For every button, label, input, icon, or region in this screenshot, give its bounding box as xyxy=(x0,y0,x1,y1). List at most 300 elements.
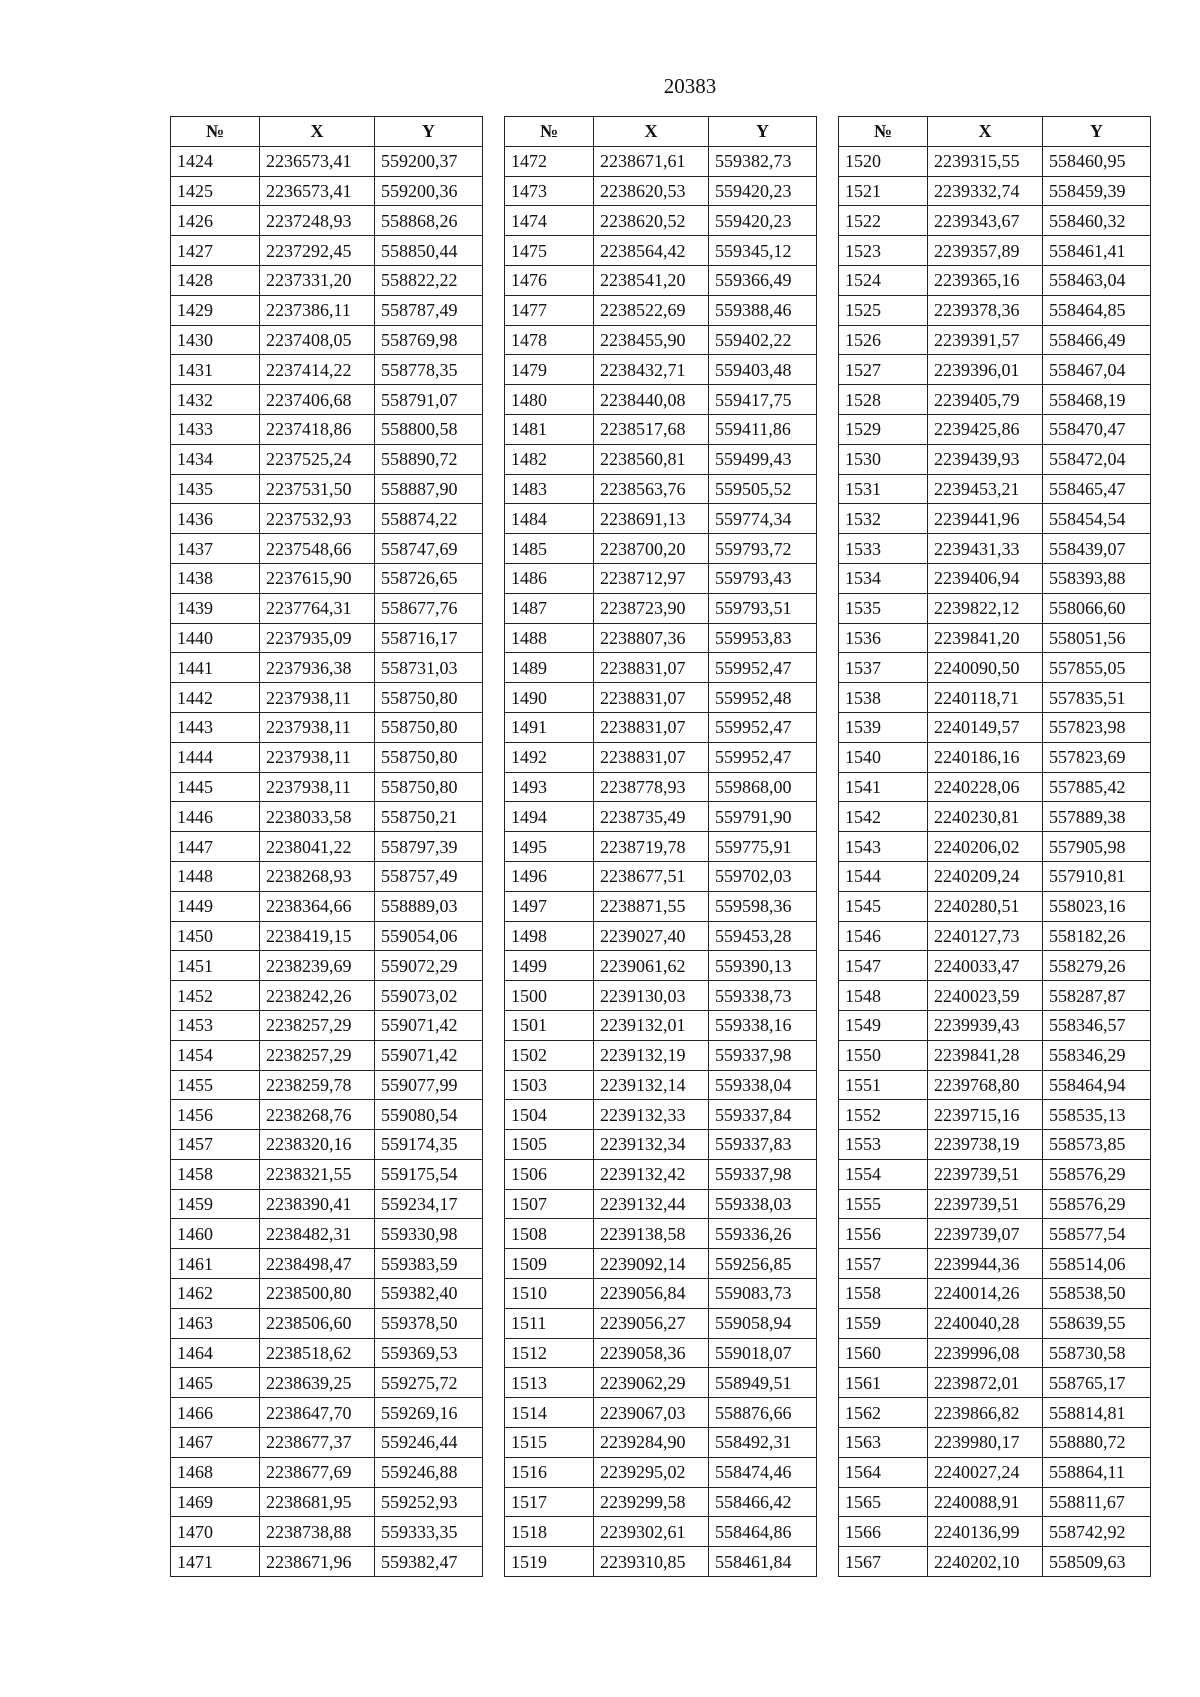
cell-y: 558791,07 xyxy=(375,385,483,415)
header-number: № xyxy=(171,117,260,147)
table-row xyxy=(839,1219,1151,1249)
cell-number: 1473 xyxy=(505,176,594,206)
cell-number: 1457 xyxy=(171,1130,260,1160)
cell-y: 558887,90 xyxy=(375,474,483,504)
table-row xyxy=(839,355,1151,385)
cell-number: 1486 xyxy=(505,563,594,593)
cell-y: 558797,39 xyxy=(375,832,483,862)
table-row xyxy=(505,534,817,564)
cell-y: 558279,26 xyxy=(1043,951,1151,981)
cell-number: 1547 xyxy=(839,951,928,981)
cell-x: 2237764,31 xyxy=(260,593,375,623)
cell-y: 557835,51 xyxy=(1043,683,1151,713)
cell-x: 2239396,01 xyxy=(928,355,1043,385)
table-row xyxy=(839,1308,1151,1338)
table-row xyxy=(839,1159,1151,1189)
cell-x: 2240033,47 xyxy=(928,951,1043,981)
cell-y: 558874,22 xyxy=(375,504,483,534)
cell-x: 2238518,62 xyxy=(260,1338,375,1368)
cell-x: 2239738,19 xyxy=(928,1130,1043,1160)
cell-y: 559337,83 xyxy=(709,1130,817,1160)
cell-number: 1461 xyxy=(171,1249,260,1279)
cell-x: 2239027,40 xyxy=(594,921,709,951)
cell-y: 558639,55 xyxy=(1043,1308,1151,1338)
cell-y: 559338,04 xyxy=(709,1070,817,1100)
cell-y: 559338,73 xyxy=(709,981,817,1011)
table-row xyxy=(505,742,817,772)
header-x: X xyxy=(260,117,375,147)
cell-x: 2239453,21 xyxy=(928,474,1043,504)
cell-y: 558747,69 xyxy=(375,534,483,564)
table-row xyxy=(839,1249,1151,1279)
cell-x: 2238647,70 xyxy=(260,1398,375,1428)
cell-x: 2239405,79 xyxy=(928,385,1043,415)
cell-y: 559175,54 xyxy=(375,1159,483,1189)
cell-number: 1518 xyxy=(505,1517,594,1547)
cell-y: 559174,35 xyxy=(375,1130,483,1160)
cell-number: 1557 xyxy=(839,1249,928,1279)
cell-y: 558730,58 xyxy=(1043,1338,1151,1368)
cell-number: 1563 xyxy=(839,1428,928,1458)
cell-y: 559775,91 xyxy=(709,832,817,862)
cell-x: 2239132,01 xyxy=(594,1010,709,1040)
table-row xyxy=(505,1189,817,1219)
cell-y: 558464,85 xyxy=(1043,295,1151,325)
cell-y: 558750,21 xyxy=(375,802,483,832)
cell-number: 1465 xyxy=(171,1368,260,1398)
header-x: X xyxy=(594,117,709,147)
cell-x: 2238831,07 xyxy=(594,653,709,683)
cell-y: 559952,47 xyxy=(709,653,817,683)
table-row xyxy=(171,206,483,236)
cell-number: 1491 xyxy=(505,712,594,742)
cell-y: 558538,50 xyxy=(1043,1279,1151,1309)
cell-number: 1562 xyxy=(839,1398,928,1428)
table-row xyxy=(171,1159,483,1189)
table-row xyxy=(171,1189,483,1219)
table-row xyxy=(839,444,1151,474)
cell-x: 2238563,76 xyxy=(594,474,709,504)
cell-y: 559337,98 xyxy=(709,1040,817,1070)
table-row xyxy=(171,1547,483,1577)
cell-x: 2238831,07 xyxy=(594,742,709,772)
cell-x: 2238432,71 xyxy=(594,355,709,385)
cell-number: 1503 xyxy=(505,1070,594,1100)
cell-number: 1498 xyxy=(505,921,594,951)
cell-x: 2240202,10 xyxy=(928,1547,1043,1577)
cell-x: 2239056,84 xyxy=(594,1279,709,1309)
cell-number: 1425 xyxy=(171,176,260,206)
cell-x: 2238541,20 xyxy=(594,265,709,295)
cell-y: 559702,03 xyxy=(709,861,817,891)
cell-x: 2238033,58 xyxy=(260,802,375,832)
cell-y: 558023,16 xyxy=(1043,891,1151,921)
cell-y: 559256,85 xyxy=(709,1249,817,1279)
cell-x: 2239132,33 xyxy=(594,1100,709,1130)
cell-y: 558464,94 xyxy=(1043,1070,1151,1100)
cell-number: 1447 xyxy=(171,832,260,862)
cell-number: 1512 xyxy=(505,1338,594,1368)
cell-x: 2239996,08 xyxy=(928,1338,1043,1368)
cell-y: 559453,28 xyxy=(709,921,817,951)
cell-y: 557910,81 xyxy=(1043,861,1151,891)
cell-x: 2238620,53 xyxy=(594,176,709,206)
cell-y: 558287,87 xyxy=(1043,981,1151,1011)
cell-x: 2240088,91 xyxy=(928,1487,1043,1517)
cell-y: 558346,29 xyxy=(1043,1040,1151,1070)
cell-y: 558949,51 xyxy=(709,1368,817,1398)
table-row xyxy=(505,683,817,713)
cell-y: 558890,72 xyxy=(375,444,483,474)
table-row xyxy=(171,742,483,772)
cell-number: 1430 xyxy=(171,325,260,355)
cell-number: 1545 xyxy=(839,891,928,921)
table-row xyxy=(505,593,817,623)
table-row xyxy=(505,295,817,325)
table-row xyxy=(505,325,817,355)
cell-y: 558066,60 xyxy=(1043,593,1151,623)
cell-y: 559791,90 xyxy=(709,802,817,832)
cell-number: 1453 xyxy=(171,1010,260,1040)
table-row xyxy=(171,1130,483,1160)
cell-y: 558464,86 xyxy=(709,1517,817,1547)
cell-x: 2240206,02 xyxy=(928,832,1043,862)
cell-y: 558750,80 xyxy=(375,712,483,742)
cell-x: 2237331,20 xyxy=(260,265,375,295)
cell-number: 1558 xyxy=(839,1279,928,1309)
cell-x: 2239866,82 xyxy=(928,1398,1043,1428)
table-row xyxy=(505,1457,817,1487)
table-row xyxy=(171,1070,483,1100)
cell-x: 2237938,11 xyxy=(260,683,375,713)
table-row xyxy=(505,1159,817,1189)
cell-y: 557885,42 xyxy=(1043,772,1151,802)
table-row xyxy=(839,653,1151,683)
table-row xyxy=(171,1457,483,1487)
cell-number: 1536 xyxy=(839,623,928,653)
cell-number: 1490 xyxy=(505,683,594,713)
cell-x: 2238778,93 xyxy=(594,772,709,802)
cell-number: 1516 xyxy=(505,1457,594,1487)
table-row xyxy=(171,981,483,1011)
cell-y: 559411,86 xyxy=(709,414,817,444)
table-row xyxy=(839,1040,1151,1070)
table-row xyxy=(171,325,483,355)
cell-number: 1541 xyxy=(839,772,928,802)
table-row xyxy=(505,1428,817,1458)
cell-y: 559018,07 xyxy=(709,1338,817,1368)
cell-x: 2240027,24 xyxy=(928,1457,1043,1487)
cell-number: 1485 xyxy=(505,534,594,564)
table-row xyxy=(171,683,483,713)
cell-number: 1448 xyxy=(171,861,260,891)
table-row xyxy=(839,1368,1151,1398)
cell-number: 1431 xyxy=(171,355,260,385)
cell-x: 2238620,52 xyxy=(594,206,709,236)
cell-number: 1552 xyxy=(839,1100,928,1130)
table-row xyxy=(839,385,1151,415)
cell-x: 2238041,22 xyxy=(260,832,375,862)
cell-number: 1565 xyxy=(839,1487,928,1517)
table-row xyxy=(171,1249,483,1279)
cell-y: 558576,29 xyxy=(1043,1159,1151,1189)
table-row xyxy=(839,414,1151,444)
cell-number: 1505 xyxy=(505,1130,594,1160)
cell-number: 1466 xyxy=(171,1398,260,1428)
cell-x: 2239138,58 xyxy=(594,1219,709,1249)
cell-number: 1475 xyxy=(505,236,594,266)
table-row xyxy=(839,712,1151,742)
cell-number: 1456 xyxy=(171,1100,260,1130)
cell-x: 2238239,69 xyxy=(260,951,375,981)
cell-x: 2237938,11 xyxy=(260,712,375,742)
cell-number: 1500 xyxy=(505,981,594,1011)
cell-y: 557905,98 xyxy=(1043,832,1151,862)
cell-number: 1459 xyxy=(171,1189,260,1219)
cell-number: 1444 xyxy=(171,742,260,772)
cell-y: 559382,73 xyxy=(709,146,817,176)
table-row xyxy=(505,146,817,176)
table-row xyxy=(171,1040,483,1070)
table-row xyxy=(839,236,1151,266)
cell-x: 2239132,34 xyxy=(594,1130,709,1160)
cell-number: 1429 xyxy=(171,295,260,325)
table-row xyxy=(505,176,817,206)
cell-number: 1550 xyxy=(839,1040,928,1070)
table-row xyxy=(839,1070,1151,1100)
table-row xyxy=(505,504,817,534)
cell-y: 559382,40 xyxy=(375,1279,483,1309)
cell-x: 2238257,29 xyxy=(260,1010,375,1040)
table-row xyxy=(171,951,483,981)
table-row xyxy=(839,1457,1151,1487)
cell-y: 558465,47 xyxy=(1043,474,1151,504)
cell-x: 2239939,43 xyxy=(928,1010,1043,1040)
cell-y: 559083,73 xyxy=(709,1279,817,1309)
cell-x: 2237938,11 xyxy=(260,772,375,802)
cell-y: 558778,35 xyxy=(375,355,483,385)
cell-x: 2238506,60 xyxy=(260,1308,375,1338)
table-row xyxy=(505,206,817,236)
cell-y: 559080,54 xyxy=(375,1100,483,1130)
cell-number: 1487 xyxy=(505,593,594,623)
cell-y: 559420,23 xyxy=(709,206,817,236)
cell-number: 1551 xyxy=(839,1070,928,1100)
cell-number: 1435 xyxy=(171,474,260,504)
table-row xyxy=(505,1100,817,1130)
table-row xyxy=(171,593,483,623)
table-row xyxy=(171,623,483,653)
cell-x: 2238390,41 xyxy=(260,1189,375,1219)
cell-x: 2237532,93 xyxy=(260,504,375,534)
table-row xyxy=(839,1338,1151,1368)
cell-x: 2239439,93 xyxy=(928,444,1043,474)
header-number: № xyxy=(505,117,594,147)
cell-number: 1481 xyxy=(505,414,594,444)
table-row xyxy=(505,861,817,891)
cell-x: 2240040,28 xyxy=(928,1308,1043,1338)
cell-y: 558577,54 xyxy=(1043,1219,1151,1249)
cell-x: 2240186,16 xyxy=(928,742,1043,772)
cell-x: 2238455,90 xyxy=(594,325,709,355)
cell-y: 558814,81 xyxy=(1043,1398,1151,1428)
cell-y: 559077,99 xyxy=(375,1070,483,1100)
cell-number: 1478 xyxy=(505,325,594,355)
cell-number: 1476 xyxy=(505,265,594,295)
table-row xyxy=(505,414,817,444)
cell-number: 1560 xyxy=(839,1338,928,1368)
cell-y: 559337,98 xyxy=(709,1159,817,1189)
cell-number: 1525 xyxy=(839,295,928,325)
cell-y: 558726,65 xyxy=(375,563,483,593)
cell-number: 1470 xyxy=(171,1517,260,1547)
table-row xyxy=(505,1368,817,1398)
header-y: Y xyxy=(709,117,817,147)
table-row xyxy=(839,1189,1151,1219)
cell-y: 559234,17 xyxy=(375,1189,483,1219)
cell-x: 2238807,36 xyxy=(594,623,709,653)
cell-number: 1462 xyxy=(171,1279,260,1309)
cell-number: 1480 xyxy=(505,385,594,415)
cell-number: 1517 xyxy=(505,1487,594,1517)
cell-number: 1521 xyxy=(839,176,928,206)
cell-number: 1522 xyxy=(839,206,928,236)
cell-number: 1451 xyxy=(171,951,260,981)
cell-y: 558742,92 xyxy=(1043,1517,1151,1547)
cell-y: 558459,39 xyxy=(1043,176,1151,206)
cell-x: 2238564,42 xyxy=(594,236,709,266)
cell-number: 1433 xyxy=(171,414,260,444)
table-row xyxy=(171,653,483,683)
table-row xyxy=(171,891,483,921)
cell-x: 2239425,86 xyxy=(928,414,1043,444)
table-row xyxy=(171,176,483,206)
table-row xyxy=(505,385,817,415)
cell-x: 2237525,24 xyxy=(260,444,375,474)
cell-y: 558461,41 xyxy=(1043,236,1151,266)
cell-y: 558463,04 xyxy=(1043,265,1151,295)
cell-y: 559338,16 xyxy=(709,1010,817,1040)
table-row xyxy=(505,1398,817,1428)
cell-x: 2239431,33 xyxy=(928,534,1043,564)
table-row xyxy=(171,265,483,295)
table-row xyxy=(839,1428,1151,1458)
cell-y: 559868,00 xyxy=(709,772,817,802)
cell-y: 559054,06 xyxy=(375,921,483,951)
table-row xyxy=(505,1517,817,1547)
table-row xyxy=(505,1249,817,1279)
cell-y: 559953,83 xyxy=(709,623,817,653)
cell-x: 2237936,38 xyxy=(260,653,375,683)
cell-x: 2239768,80 xyxy=(928,1070,1043,1100)
cell-number: 1477 xyxy=(505,295,594,325)
table-row xyxy=(171,1279,483,1309)
cell-number: 1460 xyxy=(171,1219,260,1249)
cell-y: 559072,29 xyxy=(375,951,483,981)
cell-y: 559252,93 xyxy=(375,1487,483,1517)
cell-y: 558514,06 xyxy=(1043,1249,1151,1279)
cell-y: 559058,94 xyxy=(709,1308,817,1338)
cell-number: 1554 xyxy=(839,1159,928,1189)
cell-x: 2239132,44 xyxy=(594,1189,709,1219)
table-row xyxy=(171,444,483,474)
cell-x: 2237414,22 xyxy=(260,355,375,385)
cell-number: 1492 xyxy=(505,742,594,772)
cell-number: 1559 xyxy=(839,1308,928,1338)
table-row xyxy=(839,474,1151,504)
cell-x: 2239441,96 xyxy=(928,504,1043,534)
table-row xyxy=(171,146,483,176)
cell-x: 2237548,66 xyxy=(260,534,375,564)
cell-y: 559200,37 xyxy=(375,146,483,176)
cell-y: 559330,98 xyxy=(375,1219,483,1249)
cell-y: 558677,76 xyxy=(375,593,483,623)
cell-number: 1471 xyxy=(171,1547,260,1577)
cell-number: 1449 xyxy=(171,891,260,921)
cell-y: 559200,36 xyxy=(375,176,483,206)
cell-number: 1535 xyxy=(839,593,928,623)
coordinates-table-3 xyxy=(838,116,1151,1577)
cell-number: 1509 xyxy=(505,1249,594,1279)
cell-y: 559952,48 xyxy=(709,683,817,713)
cell-y: 559246,88 xyxy=(375,1457,483,1487)
table-row xyxy=(839,1279,1151,1309)
cell-y: 558470,47 xyxy=(1043,414,1151,444)
table-row xyxy=(839,146,1151,176)
cell-number: 1546 xyxy=(839,921,928,951)
table-row xyxy=(171,1338,483,1368)
cell-x: 2239332,74 xyxy=(928,176,1043,206)
cell-y: 558880,72 xyxy=(1043,1428,1151,1458)
cell-y: 559333,35 xyxy=(375,1517,483,1547)
table-row xyxy=(839,1517,1151,1547)
cell-number: 1495 xyxy=(505,832,594,862)
cell-number: 1543 xyxy=(839,832,928,862)
cell-number: 1439 xyxy=(171,593,260,623)
cell-y: 559793,43 xyxy=(709,563,817,593)
cell-number: 1424 xyxy=(171,146,260,176)
cell-x: 2238671,96 xyxy=(260,1547,375,1577)
cell-y: 558757,49 xyxy=(375,861,483,891)
table-row xyxy=(505,1279,817,1309)
cell-y: 559417,75 xyxy=(709,385,817,415)
cell-number: 1494 xyxy=(505,802,594,832)
cell-number: 1510 xyxy=(505,1279,594,1309)
cell-number: 1496 xyxy=(505,861,594,891)
table-row xyxy=(505,1338,817,1368)
cell-number: 1504 xyxy=(505,1100,594,1130)
cell-number: 1527 xyxy=(839,355,928,385)
table-row xyxy=(171,563,483,593)
cell-number: 1452 xyxy=(171,981,260,1011)
cell-x: 2238517,68 xyxy=(594,414,709,444)
cell-y: 558765,17 xyxy=(1043,1368,1151,1398)
cell-y: 558454,54 xyxy=(1043,504,1151,534)
cell-y: 558182,26 xyxy=(1043,921,1151,951)
cell-y: 559793,72 xyxy=(709,534,817,564)
table-row xyxy=(505,1547,817,1577)
table-row xyxy=(839,951,1151,981)
cell-x: 2239365,16 xyxy=(928,265,1043,295)
table-row xyxy=(171,1308,483,1338)
cell-y: 558467,04 xyxy=(1043,355,1151,385)
table-row xyxy=(505,981,817,1011)
table-row xyxy=(839,265,1151,295)
cell-x: 2237938,11 xyxy=(260,742,375,772)
table-row xyxy=(171,1398,483,1428)
cell-x: 2238677,37 xyxy=(260,1428,375,1458)
table-row xyxy=(171,414,483,444)
